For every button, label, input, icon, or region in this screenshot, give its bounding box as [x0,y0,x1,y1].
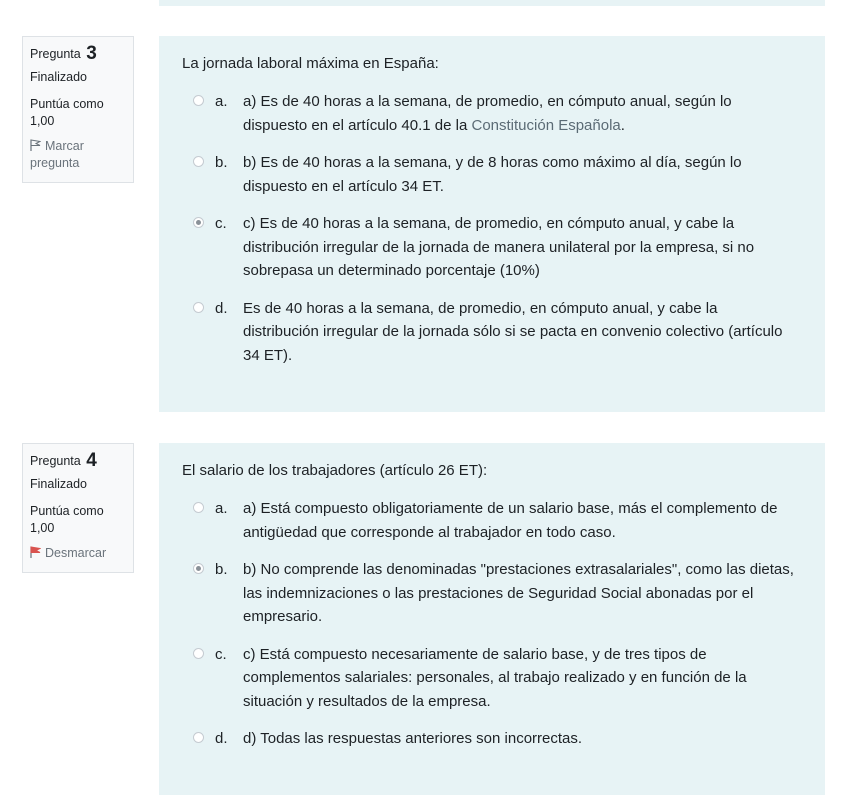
flag-question-button[interactable] [30,138,133,172]
unflag-question-button[interactable] [30,545,133,562]
grade-label: Puntúa como [30,97,104,111]
answer-letter: b. [215,154,228,171]
answer-letter: b. [215,561,228,578]
question-text: El salario de los trabajadores (artículo 26 ET): [182,462,488,479]
question-number-row [30,452,133,470]
answer-option-c[interactable] [182,643,795,714]
grade-value: 1,00 [30,114,55,128]
radio-button[interactable] [193,648,204,659]
grade-value: 1,00 [30,521,55,535]
answer-letter: d. [215,299,228,317]
answer-text: c) Está compuesto necesariamente de salario base, y de tres tipos de complementos salariales: personales, al trabajo realizado y en función de la situación y resultados de la empresa. [243,645,747,710]
answer-option-b[interactable] [182,558,795,629]
previous-question-bottom [159,0,825,6]
answer-option-d[interactable] [182,297,795,368]
radio-button[interactable] [193,732,204,743]
grade-label: Puntúa como [30,504,104,518]
answer-text: b) Es de 40 horas a la semana, y de 8 horas como máximo al día, según lo dispuesto en el artículo 34 ET. [243,154,742,195]
radio-button-selected[interactable] [193,563,204,574]
question-state: Finalizado [30,70,87,84]
answer-option-a[interactable] [182,90,795,137]
radio-button[interactable] [193,95,204,106]
question-number-row [30,45,133,63]
answer-letter: c. [215,215,227,232]
question-grade [30,96,133,130]
question-4-info [22,443,134,573]
question-3-content [159,36,825,412]
question-text: La jornada laboral máxima en España: [182,55,439,72]
answer-text-end: . [620,116,625,134]
answer-text-part: a) Es de 40 horas a la semana, de promedio, en cómputo anual, según lo dispuesto en el artículo 40.1 de la [243,93,732,134]
answer-text: Es de 40 horas a la semana, de promedio, en cómputo anual, y cabe la distribución irregular de la jornada sólo si se pacta en convenio colectivo (artículo 34 ET). [243,299,783,364]
answer-option-b[interactable] [182,151,795,198]
answer-letter: d. [215,730,228,747]
flag-outline-icon [30,139,41,151]
answer-letter: a. [215,93,228,110]
answer-option-d[interactable] [182,727,795,751]
question-number: 3 [86,43,97,64]
glossary-link[interactable]: Constitución Española [471,116,621,134]
question-3-info [22,36,134,183]
answer-text: d) Todas las respuestas anteriores son incorrectas. [243,730,583,747]
answer-text: b) No comprende las denominadas "prestaciones extrasalariales", como las dietas, las indemnizaciones o las prestaciones de Seguridad Social abonadas por el empresario. [243,561,794,625]
question-number: 4 [86,450,97,471]
flag-label: Marcar [45,139,84,153]
answer-text: c) Es de 40 horas a la semana, de promedio, en cómputo anual, y cabe la distribución irregular de la jornada de manera unilateral por la empresa, si no sobrepasa un determinado porcentaje (10%) [243,215,755,279]
answer-letter: a. [215,500,228,517]
flag-filled-icon [30,546,41,558]
radio-button[interactable] [193,502,204,513]
radio-button[interactable] [193,156,204,167]
question-number-label: Pregunta [30,47,81,61]
answer-list [182,497,795,751]
question-grade [30,503,133,537]
question-number-label: Pregunta [30,454,81,468]
answer-option-a[interactable] [182,497,795,544]
radio-button[interactable] [193,302,204,313]
flag-label: Desmarcar [45,546,107,560]
question-4-content [159,443,825,795]
answer-letter: c. [215,645,227,663]
answer-option-c[interactable] [182,212,795,283]
answer-list [182,90,795,367]
question-state: Finalizado [30,477,87,491]
answer-text [243,90,795,137]
radio-button-selected[interactable] [193,217,204,228]
flag-label-line2: pregunta [30,156,80,170]
answer-text: a) Está compuesto obligatoriamente de un salario base, más el complemento de antigüedad que corresponde al trabajador en todo caso. [243,500,778,541]
